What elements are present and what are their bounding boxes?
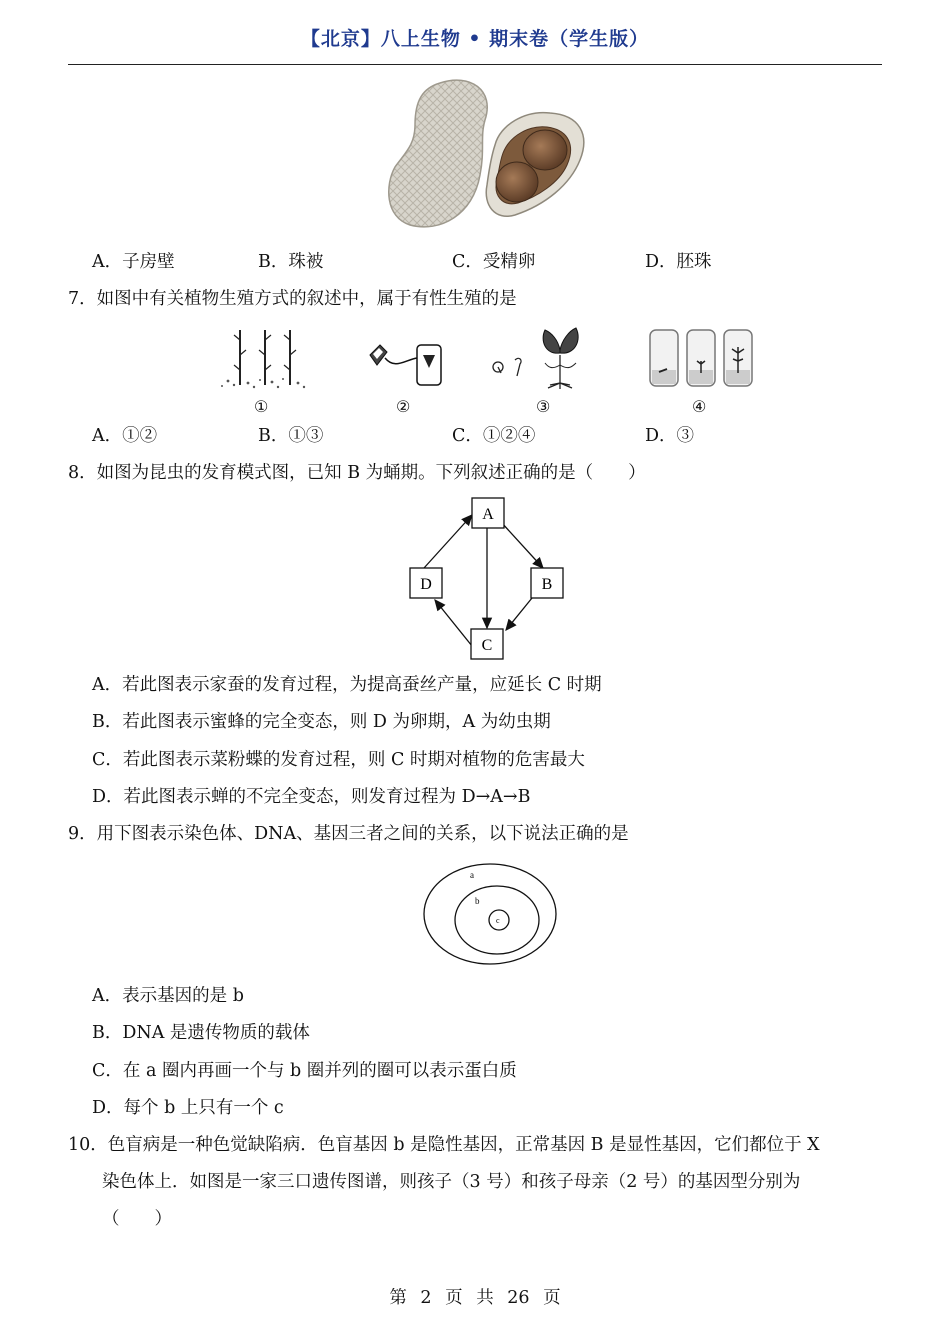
q7-figure-label-4: ④ (692, 397, 707, 416)
q7-figure-label-1: ① (254, 397, 269, 416)
circle-label-a: a (470, 870, 474, 880)
footer-total-pages: 26 (507, 1288, 530, 1308)
q9-option-b: B．DNA 是遗传物质的载体 (92, 1023, 310, 1043)
q7-option-b: B．①③ (258, 426, 324, 446)
q8-option-a: A．若此图表示家蚕的发育过程，为提高蚕丝产量，应延长 C 时期 (92, 675, 602, 695)
q10-stem-line3: （ ） (102, 1209, 172, 1229)
grafting-image (365, 340, 445, 390)
q10-stem-line1: 10．色盲病是一种色觉缺陷病．色盲基因 b 是隐性基因，正常基因 B 是显性基因，它们都位于 X (68, 1135, 820, 1155)
circle-label-c: c (496, 916, 500, 925)
q6-option-d: D．胚珠 (645, 252, 712, 272)
footer-word-ye-2: 页 (543, 1288, 561, 1308)
q7-option-a: A．①② (92, 426, 158, 446)
footer-word-ye: 页 (445, 1288, 463, 1308)
q6-option-b: B．珠被 (258, 252, 324, 272)
q9-stem: 9．用下图表示染色体、DNA、基因三者之间的关系，以下说法正确的是 (68, 824, 629, 844)
nested-circles-diagram (420, 860, 560, 968)
circle-label-b: b (475, 896, 480, 906)
diagram-node-d: D (420, 576, 432, 593)
q7-option-d: D．③ (645, 426, 695, 446)
q9-option-c: C．在 a 圈内再画一个与 b 圈并列的圈可以表示蛋白质 (92, 1061, 517, 1081)
tissue-culture-image (645, 328, 760, 390)
footer-word-gong: 共 (476, 1288, 494, 1308)
q9-option-d: D．每个 b 上只有一个 c (92, 1098, 284, 1118)
cutting-image (220, 325, 310, 395)
header-divider (68, 64, 882, 65)
q6-option-a: A．子房壁 (92, 252, 175, 272)
q8-option-c: C．若此图表示菜粉蝶的发育过程，则 C 时期对植物的危害最大 (92, 750, 585, 770)
diagram-node-b: B (541, 576, 553, 593)
peanut-image (385, 75, 595, 235)
seed-germination-image (490, 325, 590, 390)
diagram-node-c: C (481, 637, 493, 654)
q8-option-d: D．若此图表示蝉的不完全变态，则发育过程为 D→A→B (92, 787, 531, 807)
q9-option-a: A．表示基因的是 b (92, 986, 244, 1006)
diagram-node-a: A (482, 506, 494, 523)
footer-current-page: 2 (420, 1288, 432, 1308)
footer-word-di: 第 (389, 1288, 407, 1308)
q7-stem: 7．如图中有关植物生殖方式的叙述中，属于有性生殖的是 (68, 289, 517, 309)
q7-figure-label-3: ③ (536, 397, 551, 416)
q6-option-c: C．受精卵 (452, 252, 536, 272)
q7-option-c: C．①②④ (452, 426, 536, 446)
q8-stem: 8．如图为昆虫的发育模式图，已知 B 为蛹期。下列叙述正确的是（ ） (68, 463, 646, 483)
insect-development-diagram (400, 490, 580, 665)
page-footer (0, 1284, 950, 1309)
q10-stem-line2: 染色体上．如图是一家三口遗传图谱，则孩子（3 号）和孩子母亲（2 号）的基因型分别为 (102, 1172, 801, 1192)
q7-figure-label-2: ② (396, 397, 411, 416)
page-header: 【北京】八上生物 • 期末卷（学生版） (300, 28, 650, 50)
q8-option-b: B．若此图表示蜜蜂的完全变态，则 D 为卵期，A 为幼虫期 (92, 712, 551, 732)
